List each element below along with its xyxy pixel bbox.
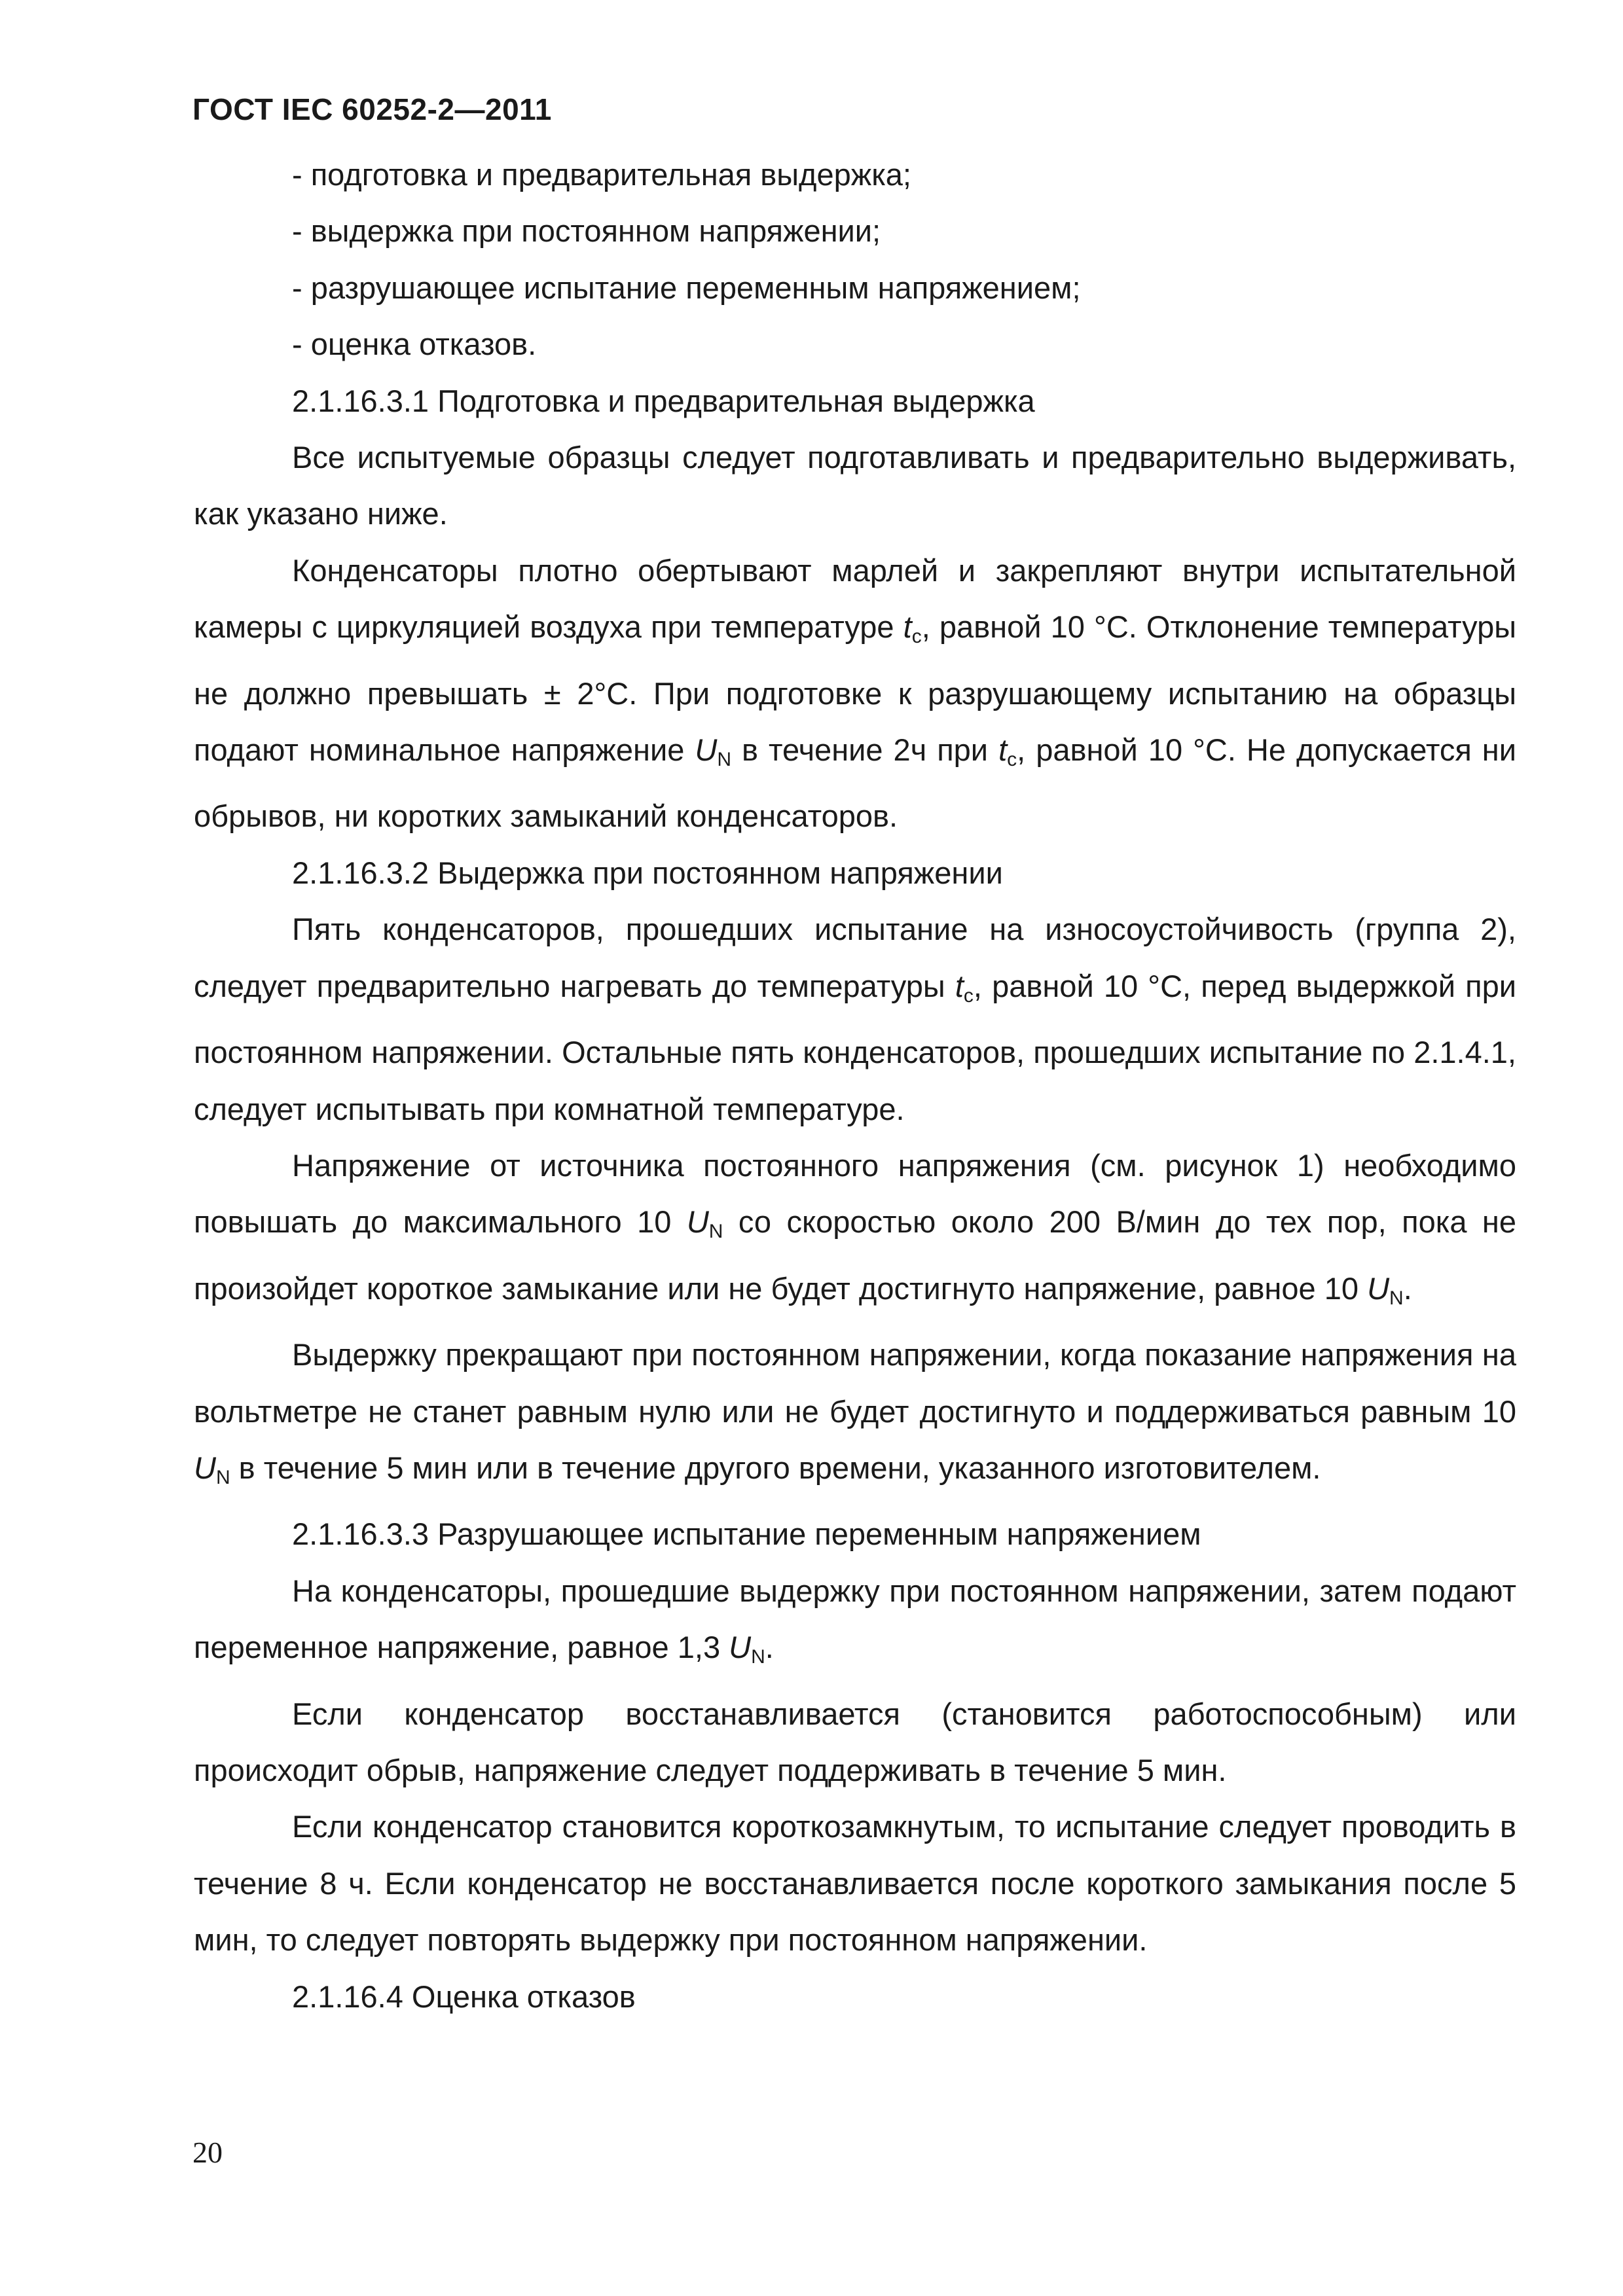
page-number: 20	[192, 2136, 223, 2169]
subscript: N	[717, 749, 731, 771]
paragraph	[194, 1327, 1516, 1506]
list-item: - подготовка и предварительная выдержка;	[292, 157, 911, 192]
section-heading: 2.1.16.3.2 Выдержка при постоянном напряжении	[292, 855, 1003, 890]
paragraph: Если конденсатор восстанавливается (становится работоспособным) или происходит обрыв, напряжение следует поддерживать в течение 5 мин.	[194, 1696, 1516, 1787]
text: , равной 10 °С. Отклонение температуры не должно превышать ± 2°С. При подготовке к разрушающему испытанию на образцы подают номинальное напряжение	[194, 609, 1516, 768]
subscript: N	[751, 1646, 765, 1668]
section-heading: 2.1.16.4 Оценка отказов	[292, 1979, 636, 2014]
subscript: N	[1389, 1287, 1404, 1309]
subscript: N	[215, 1466, 230, 1488]
text: , равной 10 °С. Не допускается ни обрывов, ни коротких замыканий конденсаторов.	[194, 732, 1516, 834]
symbol-u: U	[194, 1450, 216, 1485]
text: Напряжение от источника постоянного напряжения (см. рисунок 1) необходимо повышать до максимального 10	[194, 1147, 1516, 1240]
list-item: - разрушающее испытание переменным напряжением;	[292, 270, 1081, 305]
list-item: - выдержка при постоянном напряжении;	[292, 213, 881, 249]
paragraph	[194, 901, 1516, 1138]
subscript: N	[708, 1221, 723, 1243]
text: в течение 5 мин или в течение другого времени, указанного изготовителем.	[230, 1450, 1321, 1485]
document-body	[194, 147, 1516, 2025]
text: Выдержку прекращают при постоянном напряжении, когда показание напряжения на вольтметре не станет равным нулю или не будет достигнуто и поддерживаться равным 10	[194, 1337, 1516, 1429]
paragraph	[194, 1563, 1516, 1686]
text: .	[765, 1630, 774, 1665]
section-heading: 2.1.16.3.3 Разрушающее испытание переменным напряжением	[292, 1516, 1201, 1552]
text: .	[1403, 1270, 1412, 1306]
text: в течение 2ч при	[731, 732, 999, 768]
text: , равной 10 °С, перед выдержкой при постоянном напряжении. Остальные пять конденсаторов, прошедших испытание по 2.1.4.1, следует испытывать при комнатной температуре.	[194, 968, 1516, 1126]
paragraph	[194, 543, 1516, 845]
paragraph	[194, 1138, 1516, 1327]
subscript: с	[1007, 749, 1017, 771]
document-header: ГОСТ IEC 60252-2—2011	[192, 92, 552, 126]
symbol-u: U	[686, 1204, 709, 1240]
section-heading: 2.1.16.3.1 Подготовка и предварительная выдержка	[292, 383, 1035, 418]
text: Конденсаторы плотно обертывают марлей и закрепляют внутри испытательной камеры с циркуляцией воздуха при температуре	[194, 552, 1516, 645]
symbol-t: t	[955, 968, 964, 1003]
list-item: - оценка отказов.	[292, 327, 537, 362]
symbol-t: t	[998, 732, 1008, 768]
symbol-u: U	[1367, 1270, 1390, 1306]
paragraph: Все испытуемые образцы следует подготавливать и предварительно выдерживать, как указано ниже.	[194, 440, 1516, 531]
symbol-u: U	[729, 1630, 752, 1665]
subscript: с	[911, 626, 922, 648]
subscript: с	[963, 984, 974, 1007]
text: со скоростью около 200 В/мин до тех пор, пока не произойдет короткое замыкание или не будет достигнуто напряжение, равное 10	[194, 1204, 1516, 1306]
symbol-t: t	[903, 609, 912, 645]
text: На конденсаторы, прошедшие выдержку при постоянном напряжении, затем подают переменное напряжение, равное 1,3	[194, 1573, 1516, 1665]
text: Пять конденсаторов, прошедших испытание на износоустойчивость (группа 2), следует предварительно нагревать до температуры	[194, 912, 1516, 1003]
paragraph: Если конденсатор становится короткозамкнутым, то испытание следует проводить в течение 8 ч. Если конденсатор не восстанавливается после короткого замыкания после 5 мин, то следует повторять выдержку при постоянном напряжении.	[194, 1809, 1516, 1958]
symbol-u: U	[695, 732, 718, 768]
